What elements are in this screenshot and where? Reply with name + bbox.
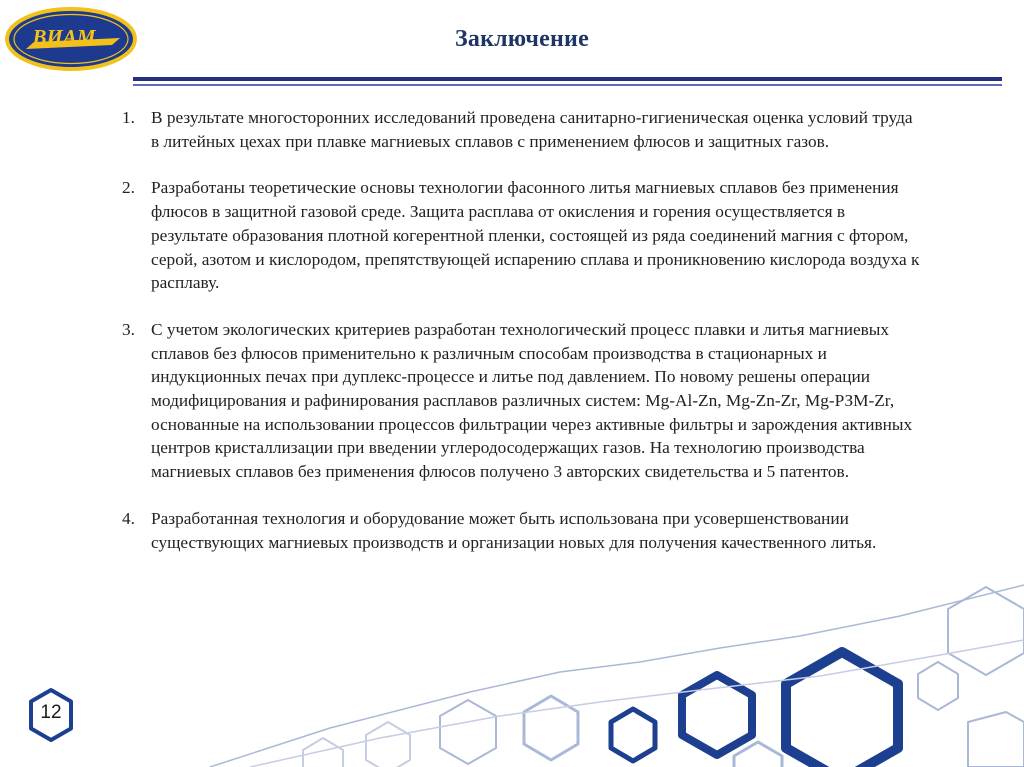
- title-divider-thin: [133, 84, 1002, 86]
- connector-line: [210, 585, 1024, 767]
- conclusions-list: [122, 106, 922, 577]
- hexagon-shape: [440, 700, 496, 764]
- item-text: С учетом экологических критериев разработан технологический процесс плавки и литья магниевых сплавов без флюсов применительно к различным способам производства в стационарных и индукционных печах при дуплекс-процессе и литье под давлением. По новому решены операции модифицирования и рафинирования расплавов различных систем: Mg-Al-Zn, Mg-Zn-Zr, Mg-РЗМ-Zr, основанные на использовании процессов фильтрации через активные фильтры и зарождения активных центров кристаллизации при введении углеродосодержащих газов. На технологию производства магниевых сплавов без применения флюсов получено 3 авторских свидетельства и 5 патентов.: [151, 319, 913, 482]
- connector-line: [250, 640, 1024, 767]
- item-number: 1.: [122, 108, 135, 127]
- list-item: [122, 507, 922, 554]
- hexagon-shape: [303, 738, 343, 767]
- hexagon-shape: [524, 696, 578, 760]
- hexagon-shape: [918, 662, 958, 710]
- item-number: 3.: [122, 319, 135, 339]
- hexagon-shape: [366, 722, 410, 767]
- svg-text:ВИАМ: ВИАМ: [32, 25, 96, 49]
- hexagon-shape: [682, 675, 752, 755]
- hexagon-shape: [734, 742, 782, 767]
- item-number: 2.: [122, 178, 135, 198]
- item-text: В результате многосторонних исследований проведена санитарно-гигиеническая оценка условий труда в литейных цехах при плавке магниевых сплавов с применением флюсов и защитных газов.: [151, 108, 913, 151]
- hexagon-shape: [611, 709, 655, 761]
- page-number: 12: [40, 702, 62, 723]
- slide-title: Заключение: [455, 26, 589, 52]
- list-item: [122, 318, 922, 484]
- list-item: [122, 176, 922, 295]
- title-divider: [133, 77, 1002, 81]
- hexagon-shape: [948, 587, 1024, 675]
- item-number: 4.: [122, 508, 135, 528]
- list-item: [122, 106, 922, 153]
- hexagon-shape: [786, 652, 898, 767]
- item-text: Разработаны теоретические основы технологии фасонного литья магниевых сплавов без применения флюсов в защитной газовой среде. Защита расплава от окисления и горения осуществляется в результате образования плотной когерентной пленки, состоящей из ряда соединений магния с фтором, серой, азотом и кислородом, препятствующей испарению сплава и проникновению кислорода воздуха к расплаву.: [151, 178, 920, 293]
- item-text: Разработанная технология и оборудование может быть использована при усовершенствовании существующих магниевых производств и организации новых для получения качественного литья.: [151, 508, 877, 552]
- hexagon-shape: [968, 712, 1024, 767]
